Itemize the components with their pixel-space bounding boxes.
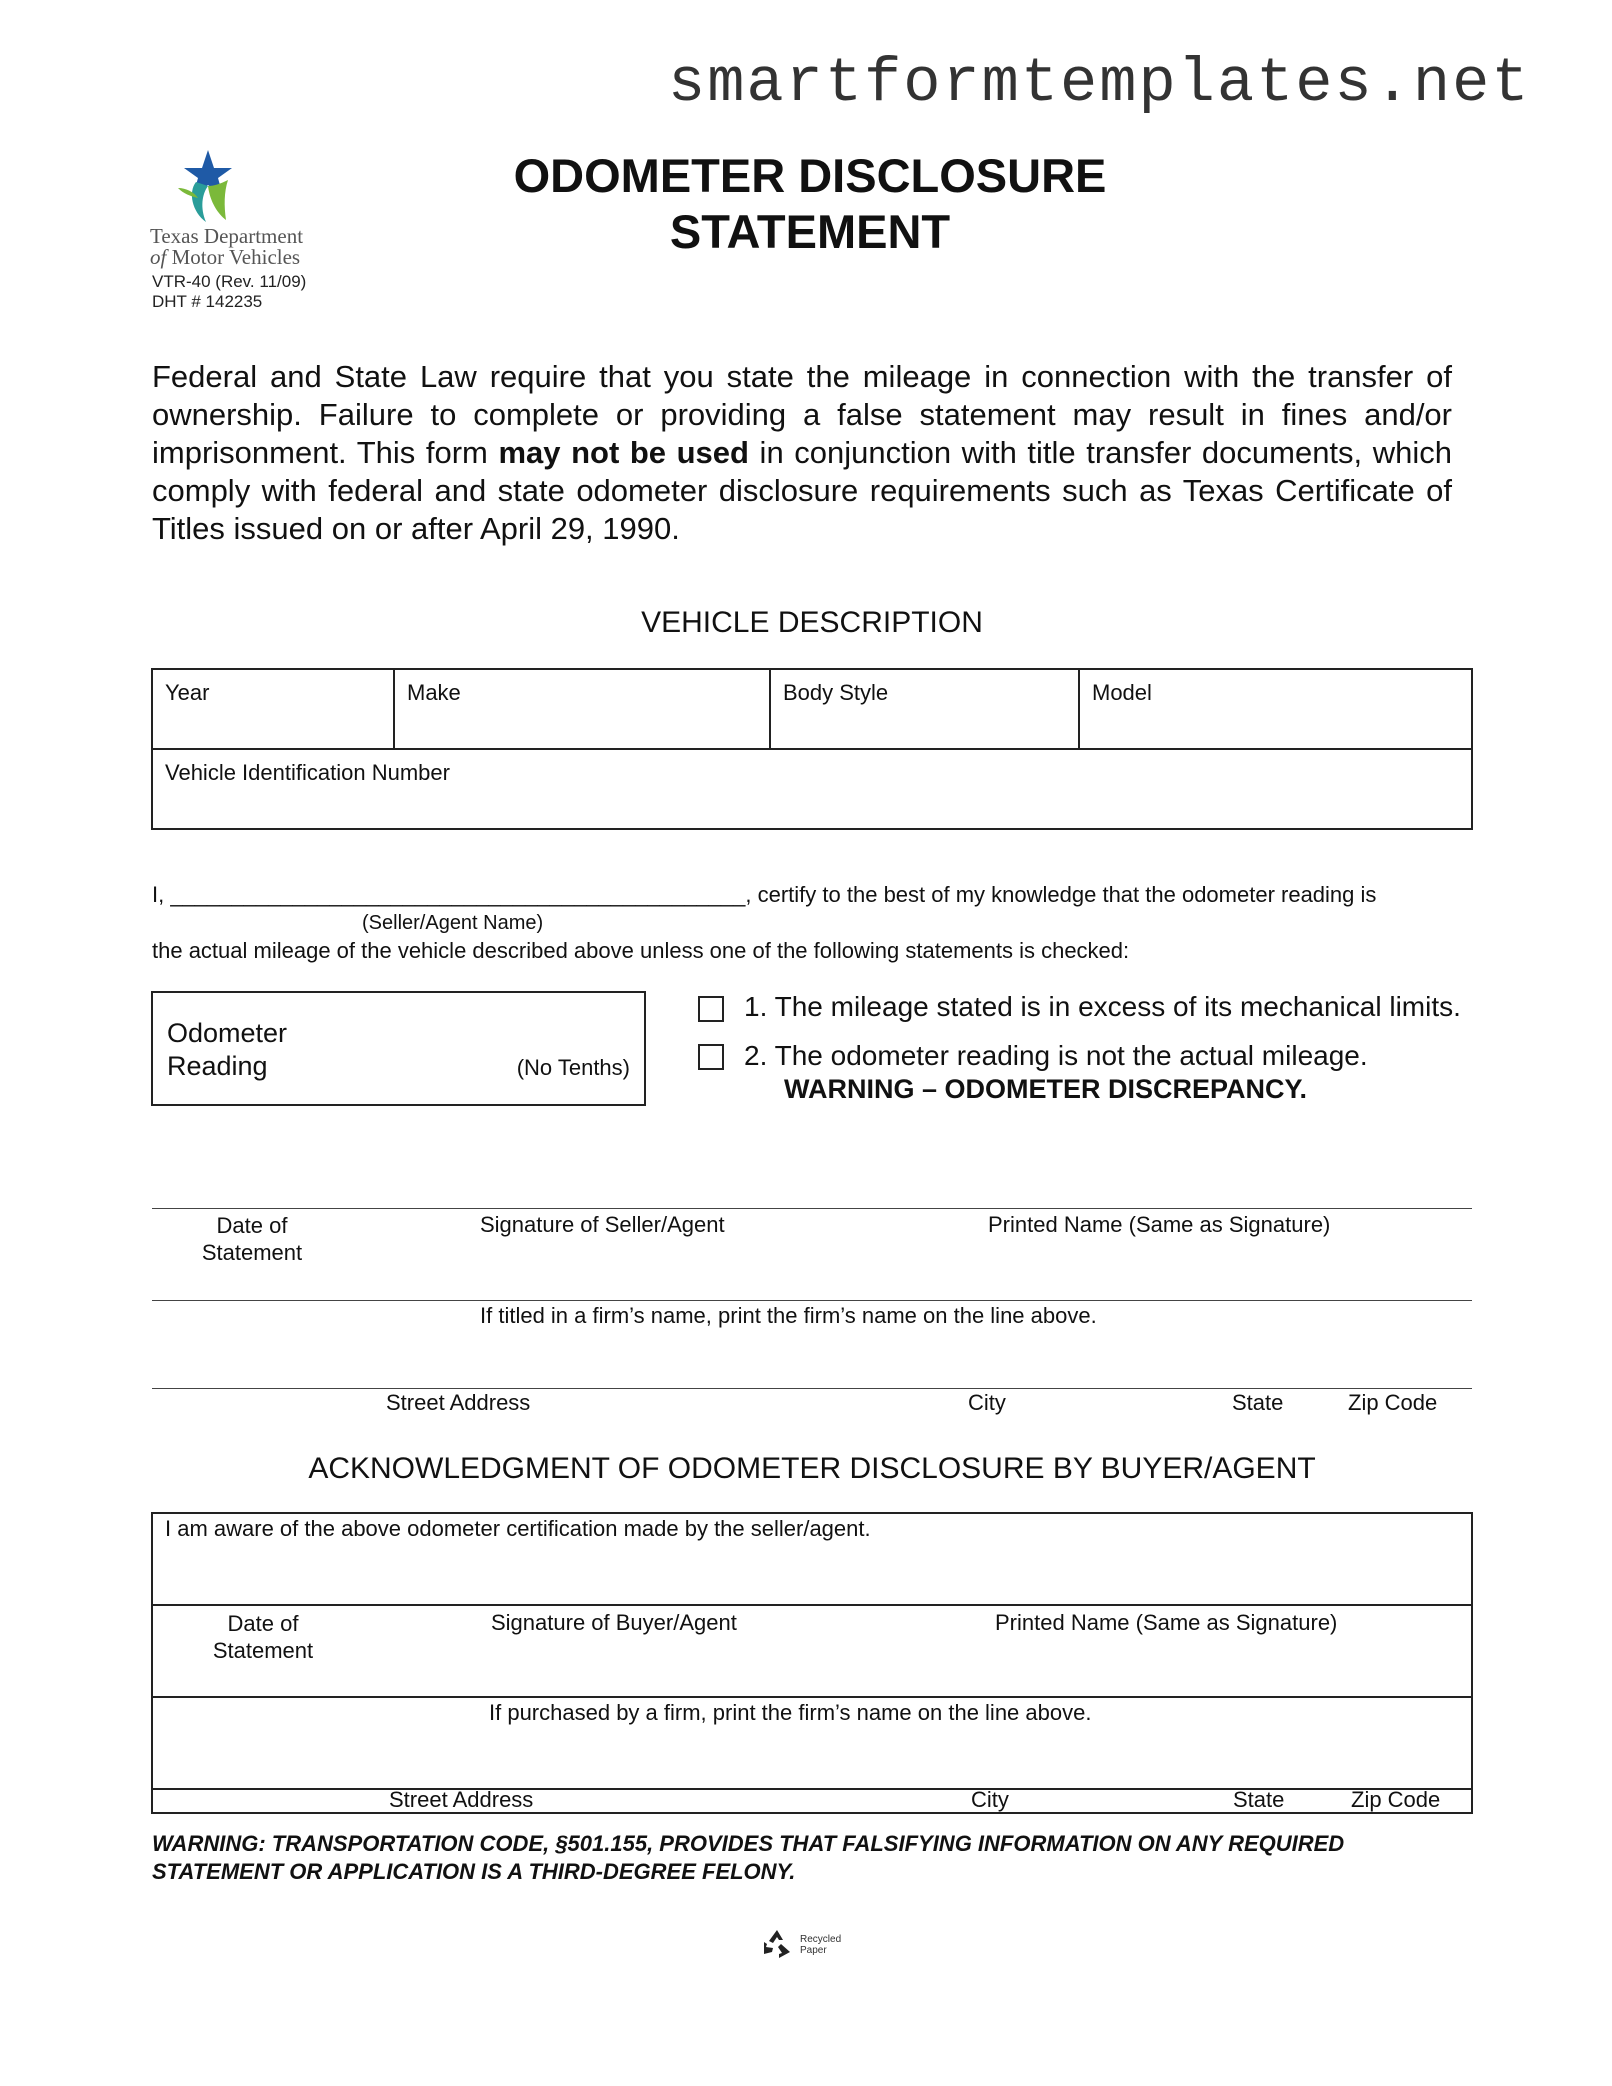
discrepancy-warning: WARNING – ODOMETER DISCREPANCY. xyxy=(784,1074,1308,1104)
buyer-signature-line[interactable] xyxy=(153,1604,1471,1606)
title-line1: ODOMETER DISCLOSURE xyxy=(513,149,1107,202)
agency-name-of: of xyxy=(150,245,167,269)
vin-label: Vehicle Identification Number xyxy=(165,760,450,785)
buyer-firm-line[interactable] xyxy=(153,1696,1471,1698)
title-line2: STATEMENT xyxy=(669,205,951,258)
seller-firm-line[interactable] xyxy=(152,1300,1472,1301)
agency-name-motor: Motor Vehicles xyxy=(171,245,301,269)
statement-2-label: 2. The odometer reading is not the actual mileage. xyxy=(744,1040,1368,1071)
recycled-line2: Paper xyxy=(800,1945,827,1956)
seller-firm-note: If titled in a firm’s name, print the firm’s name on the line above. xyxy=(480,1303,1097,1328)
seller-printed-name-caption: Printed Name (Same as Signature) xyxy=(988,1212,1331,1237)
seller-date-line2: Statement xyxy=(201,1240,303,1265)
buyer-acknowledgment-box xyxy=(151,1512,1473,1814)
agency-logo xyxy=(148,148,328,233)
recycled-line1: Recycled xyxy=(800,1934,842,1945)
seller-date-line1: Date of xyxy=(216,1213,288,1238)
seller-street-caption: Street Address xyxy=(386,1390,531,1415)
year-label: Year xyxy=(165,680,210,705)
agency-name xyxy=(150,226,303,268)
body-style-label: Body Style xyxy=(783,680,889,705)
model-label: Model xyxy=(1092,680,1152,705)
felony-warning: WARNING: TRANSPORTATION CODE, §501.155, PROVIDES THAT FALSIFYING INFORMATION ON ANY REQUIRED STATEMENT OR APPLICATION IS A THIRD-DEGREE FELONY. xyxy=(152,1831,1345,1884)
buyer-section-heading: ACKNOWLEDGMENT OF ODOMETER DISCLOSURE BY BUYER/AGENT xyxy=(308,1452,1316,1485)
buyer-aware-statement: I am aware of the above odometer certification made by the seller/agent. xyxy=(165,1516,871,1541)
certification-line: I, _______________________________________________, certify to the best of my knowledge that the odometer reading is xyxy=(152,882,1377,907)
body-style-field[interactable] xyxy=(770,669,1079,749)
odometer-label-line2: Reading xyxy=(167,1051,268,1081)
odometer-reading-box[interactable] xyxy=(151,991,646,1106)
certification-line2: the actual mileage of the vehicle described above unless one of the following statements is checked: xyxy=(152,938,1130,963)
odometer-label xyxy=(167,1017,287,1083)
vehicle-section-heading: VEHICLE DESCRIPTION xyxy=(641,606,983,639)
page-title xyxy=(440,148,1180,260)
intro-paragraph xyxy=(152,358,1452,548)
seller-state-caption: State xyxy=(1232,1390,1284,1415)
intro-part2: in conjunction with title transfer documents, which comply with federal and state odometer disclosure requirements such as Texas Certificate of Titles issued on or after April 29, 1990. xyxy=(152,435,1452,546)
buyer-firm-note: If purchased by a firm, print the firm’s name on the line above. xyxy=(489,1700,1092,1725)
form-identifiers xyxy=(152,272,306,312)
dht-number: DHT # 142235 xyxy=(152,292,263,311)
make-label: Make xyxy=(407,680,461,705)
vehicle-table xyxy=(151,668,1473,830)
make-field[interactable] xyxy=(394,669,770,749)
buyer-zip-caption: Zip Code xyxy=(1351,1787,1441,1812)
seller-signature-caption: Signature of Seller/Agent xyxy=(480,1212,725,1237)
buyer-city-caption: City xyxy=(971,1787,1009,1812)
seller-address-line[interactable] xyxy=(152,1388,1472,1389)
agency-name-line1: Texas Department xyxy=(150,224,304,248)
buyer-signature-caption: Signature of Buyer/Agent xyxy=(491,1610,737,1635)
star-leaf-icon xyxy=(148,148,258,228)
watermark-text: smartformtemplates.net xyxy=(668,48,1531,119)
odometer-label-line1: Odometer xyxy=(167,1018,288,1048)
not-actual-mileage-checkbox[interactable] xyxy=(698,1044,724,1070)
agency-name-line2 xyxy=(150,247,303,268)
seller-date-caption xyxy=(152,1212,352,1266)
seller-zip-caption: Zip Code xyxy=(1348,1390,1438,1415)
buyer-date-caption xyxy=(163,1610,363,1664)
vin-field[interactable] xyxy=(152,749,1472,829)
statement-1-label: 1. The mileage stated is in excess of its mechanical limits. xyxy=(744,991,1461,1022)
buyer-state-caption: State xyxy=(1233,1787,1285,1812)
buyer-date-line1: Date of xyxy=(227,1611,299,1636)
model-field[interactable] xyxy=(1079,669,1472,749)
buyer-printed-name-caption: Printed Name (Same as Signature) xyxy=(995,1610,1338,1635)
recycle-icon xyxy=(760,1928,794,1965)
seller-signature-line[interactable] xyxy=(152,1208,1472,1209)
excess-mechanical-limits-checkbox[interactable] xyxy=(698,996,724,1022)
recycled-paper-text xyxy=(800,1934,841,1956)
year-field[interactable] xyxy=(152,669,394,749)
buyer-date-line2: Statement xyxy=(212,1638,314,1663)
form-number: VTR-40 (Rev. 11/09) xyxy=(152,272,307,291)
intro-part1: Federal and State Law require that you state the mileage in connection with the transfer of ownership. Failure to complete or providing a false statement may result in fines and/or imprisonment. This form xyxy=(152,359,1452,470)
seller-name-caption: (Seller/Agent Name) xyxy=(362,912,544,934)
no-tenths-note: (No Tenths) xyxy=(516,1055,630,1080)
intro-bold: may not be used xyxy=(498,435,749,470)
buyer-street-caption: Street Address xyxy=(389,1787,534,1812)
seller-city-caption: City xyxy=(968,1390,1006,1415)
